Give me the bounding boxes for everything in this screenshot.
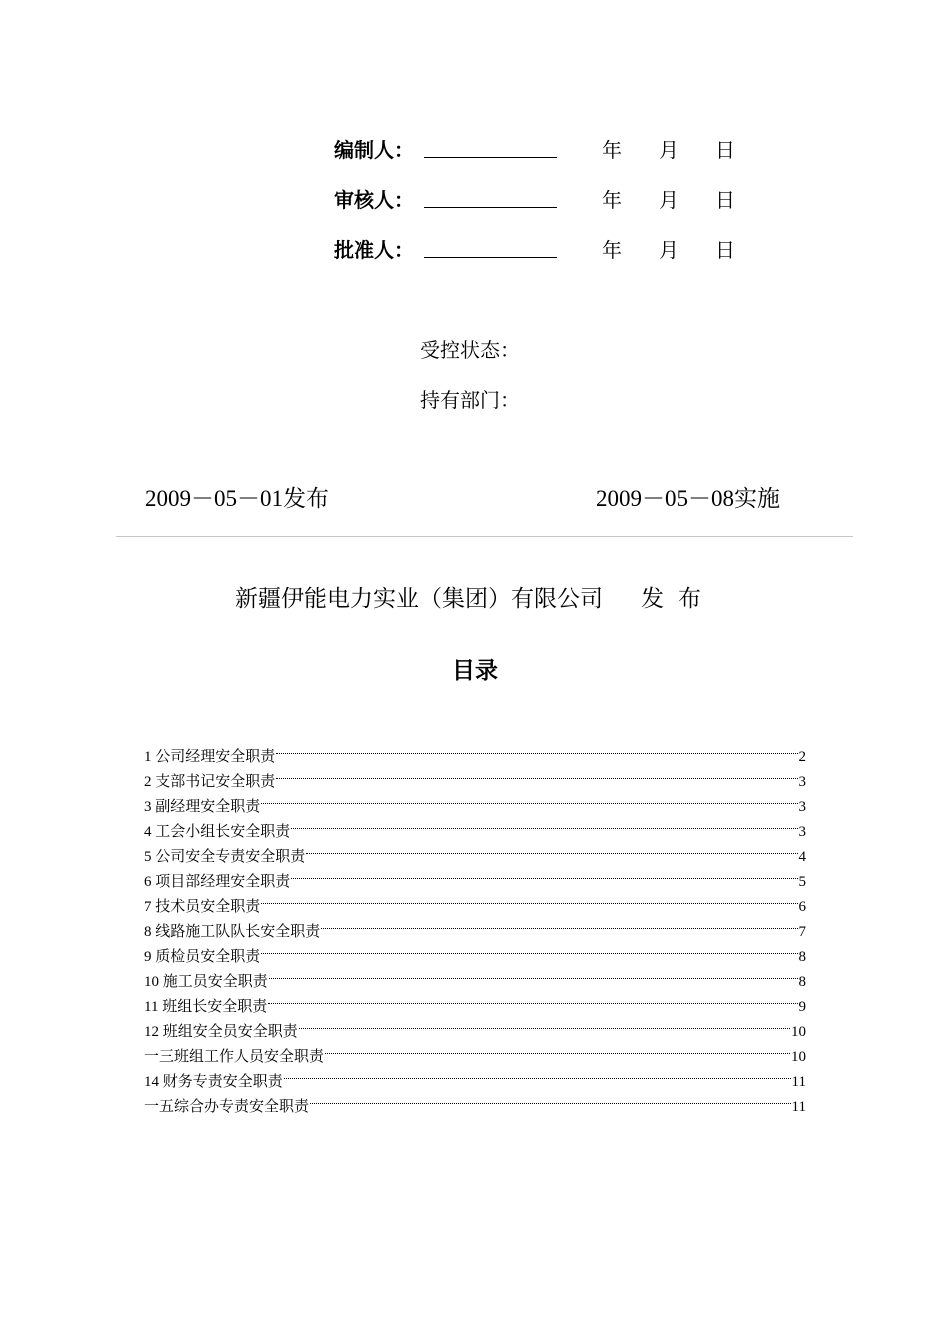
toc-leader-dots: [325, 1036, 790, 1061]
publish-date-value: 2009－05－01: [145, 486, 283, 511]
toc-leader-dots: [276, 761, 797, 786]
approver-month-label: 月: [659, 238, 679, 262]
toc-leader-dots: [321, 911, 797, 936]
toc-item-page: 5: [798, 874, 806, 890]
approver-day-label: 日: [715, 238, 735, 262]
toc-item-page: 6: [798, 899, 806, 915]
toc-item-label: 2 支部书记安全职责: [144, 774, 276, 790]
horizontal-divider: [116, 536, 853, 537]
toc-item-label: 5 公司安全专责安全职责: [144, 849, 306, 865]
toc-item-page: 11: [791, 1099, 806, 1115]
effective-date: [596, 484, 780, 514]
toc-item-page: 8: [798, 949, 806, 965]
toc-item-page: 4: [798, 849, 806, 865]
reviewer-day-label: 日: [715, 188, 735, 212]
toc-item-page: 3: [798, 799, 806, 815]
approver-label: 批准人：: [334, 238, 414, 262]
reviewer-signature-line: [424, 207, 557, 208]
toc-leader-dots: [310, 1086, 791, 1111]
signature-row-reviewer: [334, 186, 754, 214]
toc-item-page: 11: [791, 1074, 806, 1090]
toc-leader-dots: [291, 861, 797, 886]
toc-leader-dots: [276, 736, 797, 761]
toc-title: 目录: [452, 658, 498, 684]
toc-item-page: 9: [798, 999, 806, 1015]
toc-item-label: 一三班组工作人员安全职责: [144, 1049, 325, 1065]
publisher-line: [0, 583, 950, 615]
reviewer-year-label: 年: [602, 188, 622, 212]
toc-leader-dots: [284, 1061, 791, 1086]
publisher-action: 发布: [641, 586, 715, 612]
compiler-year-label: 年: [602, 138, 622, 162]
signature-row-compiler: [334, 136, 754, 164]
table-of-contents: [144, 736, 806, 1115]
toc-item-label: 4 工会小组长安全职责: [144, 824, 291, 840]
toc-item-page: 8: [798, 974, 806, 990]
toc-item-page: 10: [791, 1024, 806, 1040]
publish-date-suffix: 发布: [283, 486, 329, 512]
toc-item-label: 一五综合办专责安全职责: [144, 1099, 310, 1115]
toc-leader-dots: [261, 886, 797, 911]
toc-leader-dots: [291, 811, 797, 836]
toc-item-page: 3: [798, 774, 806, 790]
toc-item-label: 11 班组长安全职责: [144, 999, 268, 1015]
toc-leader-dots: [261, 786, 797, 811]
reviewer-label: 审核人：: [334, 188, 414, 212]
holding-department-label: 持有部门：: [420, 388, 520, 412]
toc-item-label: 3 副经理安全职责: [144, 799, 261, 815]
compiler-month-label: 月: [659, 138, 679, 162]
control-status-label: 受控状态：: [420, 338, 520, 362]
toc-item-label: 8 线路施工队队长安全职责: [144, 924, 321, 940]
publisher-company: 新疆伊能电力实业（集团）有限公司: [235, 586, 603, 612]
toc-item-label: 6 项目部经理安全职责: [144, 874, 291, 890]
toc-leader-dots: [269, 961, 798, 986]
effective-date-value: 2009－05－08: [596, 486, 734, 511]
toc-item-page: 7: [798, 924, 806, 940]
compiler-signature-line: [424, 157, 557, 158]
reviewer-month-label: 月: [659, 188, 679, 212]
toc-item-label: 12 班组安全员安全职责: [144, 1024, 298, 1040]
toc-leader-dots: [299, 1011, 790, 1036]
toc-leader-dots: [306, 836, 797, 861]
toc-item-label: 1 公司经理安全职责: [144, 749, 276, 765]
approver-signature-line: [424, 257, 557, 258]
effective-date-suffix: 实施: [734, 486, 780, 512]
toc-item-page: 2: [798, 749, 806, 765]
toc-item-label: 9 质检员安全职责: [144, 949, 261, 965]
toc-item-label: 7 技术员安全职责: [144, 899, 261, 915]
compiler-day-label: 日: [715, 138, 735, 162]
approver-year-label: 年: [602, 238, 622, 262]
toc-item-page: 10: [791, 1049, 806, 1065]
publish-date: [145, 484, 329, 514]
toc-item[interactable]: [144, 736, 806, 765]
compiler-label: 编制人：: [334, 138, 414, 162]
toc-item-page: 3: [798, 824, 806, 840]
toc-item-label: 14 财务专责安全职责: [144, 1074, 283, 1090]
signature-row-approver: [334, 236, 754, 264]
toc-leader-dots: [268, 986, 797, 1011]
toc-leader-dots: [261, 936, 797, 961]
toc-item-label: 10 施工员安全职责: [144, 974, 268, 990]
